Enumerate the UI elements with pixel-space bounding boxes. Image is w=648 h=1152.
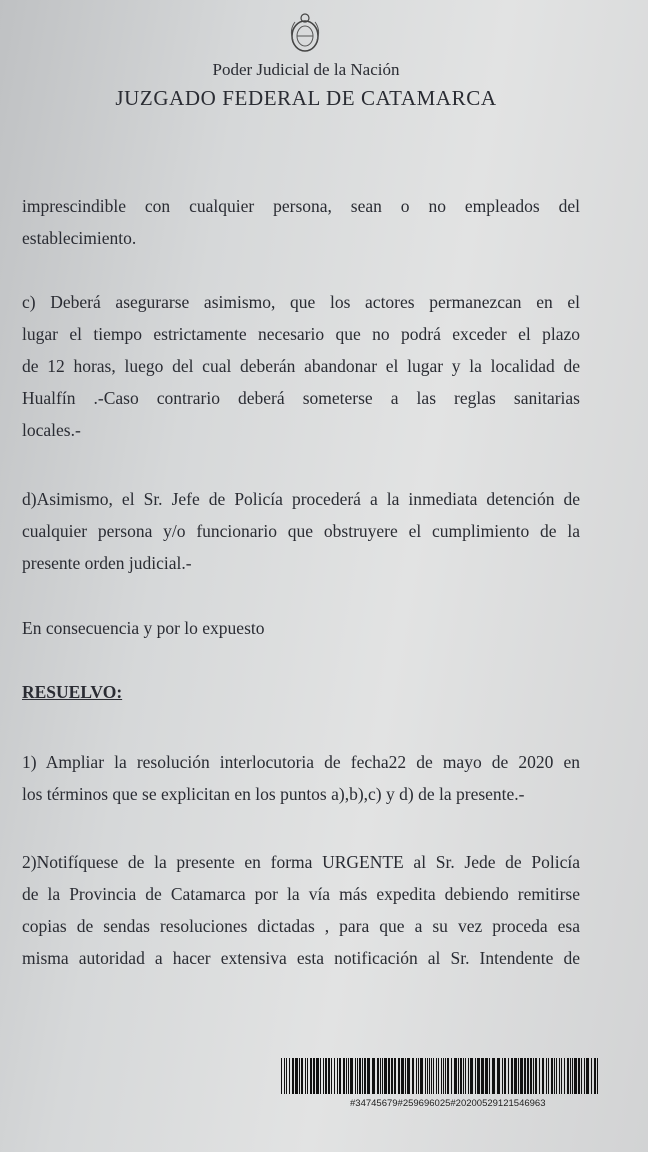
- text-line: copias de sendas resoluciones dictadas , para que a su vez proceda esa: [22, 916, 580, 936]
- barcode-bar: [323, 1058, 324, 1094]
- barcode-bar: [316, 1058, 319, 1094]
- barcode-bar: [454, 1058, 457, 1094]
- text-line: 1) Ampliar la resolución interlocutoria de fecha22 de mayo de 2020 en: [22, 752, 580, 772]
- barcode-bar: [331, 1058, 332, 1094]
- barcode-bar: [481, 1058, 484, 1094]
- barcode-bar: [581, 1058, 582, 1094]
- barcode-bar: [436, 1058, 437, 1094]
- barcode-bar: [429, 1058, 430, 1094]
- barcode-bar: [594, 1058, 596, 1094]
- paragraph-c: [22, 286, 580, 446]
- barcode-bar: [542, 1058, 544, 1094]
- barcode-bar: [412, 1058, 414, 1094]
- text-line: 2)Notifíquese de la presente en forma URGENTE al Sr. Jede de Policía: [22, 852, 580, 872]
- barcode-bar: [597, 1058, 598, 1094]
- barcode-number: #34745679#259696025#20200529121546963: [350, 1098, 546, 1109]
- barcode-bar: [388, 1058, 390, 1094]
- text-line: de 12 horas, luego del cual deberán abandonar el lugar y la localidad de: [22, 356, 580, 376]
- barcode-bar: [447, 1058, 449, 1094]
- barcode-bar: [427, 1058, 428, 1094]
- barcode-bar: [405, 1058, 406, 1094]
- barcode-bar: [348, 1058, 349, 1094]
- barcode-bar: [325, 1058, 327, 1094]
- barcode-bar: [301, 1058, 303, 1094]
- barcode-bar: [416, 1058, 417, 1094]
- text-line: c) Deberá asegurarse asimismo, que los actores permanezcan en el: [22, 292, 580, 312]
- barcode-bar: [384, 1058, 387, 1094]
- barcode-bar: [425, 1058, 426, 1094]
- barcode-bar: [533, 1058, 534, 1094]
- barcode-bar: [584, 1058, 585, 1094]
- barcode-bar: [355, 1058, 356, 1094]
- header-court-name: JUZGADO FEDERAL DE CATAMARCA: [115, 86, 497, 110]
- barcode-bar: [380, 1058, 381, 1094]
- barcode-bar: [289, 1058, 290, 1094]
- barcode-bar: [497, 1058, 500, 1094]
- barcode-bar: [477, 1058, 480, 1094]
- barcode-bar: [286, 1058, 287, 1094]
- barcode-bar: [401, 1058, 404, 1094]
- barcode-bar: [420, 1058, 423, 1094]
- barcode-bar: [561, 1058, 562, 1094]
- barcode-bar: [556, 1058, 557, 1094]
- barcode-bar: [546, 1058, 547, 1094]
- barcode-bar: [591, 1058, 592, 1094]
- barcode-bar: [367, 1058, 370, 1094]
- text-line: cualquier persona y/o funcionario que obstruyere el cumplimiento de la: [22, 521, 580, 541]
- barcode-bar: [445, 1058, 446, 1094]
- barcode-bar: [520, 1058, 523, 1094]
- header-court-branch: Poder Judicial de la Nación: [212, 60, 400, 79]
- barcode-bar: [539, 1058, 540, 1094]
- text-line: En consecuencia y por lo expuesto: [22, 618, 265, 638]
- barcode-bar: [284, 1058, 285, 1094]
- barcode-bar: [470, 1058, 473, 1094]
- barcode-bar: [398, 1058, 400, 1094]
- barcode-bar: [281, 1058, 282, 1094]
- barcode-bar: [504, 1058, 506, 1094]
- barcode-bar: [334, 1058, 335, 1094]
- barcode-bar: [295, 1058, 298, 1094]
- barcode-bar: [362, 1058, 363, 1094]
- barcode-bar: [433, 1058, 434, 1094]
- barcode-bar: [548, 1058, 549, 1094]
- barcode-bar: [489, 1058, 490, 1094]
- barcode-bar: [463, 1058, 464, 1094]
- text-line: presente orden judicial.-: [22, 553, 192, 573]
- barcode-bar: [485, 1058, 488, 1094]
- barcode-bar: [468, 1058, 469, 1094]
- text-line: Hualfín .-Caso contrario deberá someterse a las reglas sanitarias: [22, 388, 580, 408]
- barcode-bar: [458, 1058, 459, 1094]
- barcode-bar: [514, 1058, 517, 1094]
- barcode-bar: [578, 1058, 580, 1094]
- barcode-bar: [574, 1058, 577, 1094]
- barcode-bar: [377, 1058, 379, 1094]
- barcode-bar: [492, 1058, 495, 1094]
- barcode-bar: [567, 1058, 569, 1094]
- text-line: locales.-: [22, 420, 81, 440]
- text-line: imprescindible con cualquier persona, sean o no empleados del: [22, 196, 580, 216]
- paragraph-d: [22, 483, 580, 579]
- paragraph-consecuencia: [22, 612, 580, 644]
- barcode-bar: [320, 1058, 321, 1094]
- text-line: establecimiento.: [22, 228, 137, 248]
- barcode-bar: [305, 1058, 306, 1094]
- barcode-bar: [394, 1058, 396, 1094]
- barcode-bar: [475, 1058, 476, 1094]
- text-line: de la Provincia de Catamarca por la vía más expedita debiendo remitirse: [22, 884, 580, 904]
- barcode-bar: [586, 1058, 589, 1094]
- barcode-bar: [438, 1058, 439, 1094]
- barcode-bar: [530, 1058, 532, 1094]
- barcode-bar: [465, 1058, 466, 1094]
- barcode-bar: [559, 1058, 560, 1094]
- barcode-bar: [443, 1058, 444, 1094]
- barcode-bar: [343, 1058, 345, 1094]
- barcode-bar: [337, 1058, 338, 1094]
- barcode-bar: [313, 1058, 315, 1094]
- barcode-bar: [328, 1058, 330, 1094]
- barcode-bar: [299, 1058, 300, 1094]
- barcode-bar: [551, 1058, 553, 1094]
- barcode-bar: [570, 1058, 571, 1094]
- barcode-bar: [535, 1058, 537, 1094]
- barcode-bar: [554, 1058, 555, 1094]
- barcode-bar: [359, 1058, 361, 1094]
- barcode-bar: [518, 1058, 519, 1094]
- barcode-bar: [431, 1058, 432, 1094]
- barcode-bar: [391, 1058, 393, 1094]
- barcode-bar: [451, 1058, 452, 1094]
- coat-of-arms-icon: [287, 10, 323, 54]
- barcode-bar: [407, 1058, 410, 1094]
- barcode-bar: [372, 1058, 375, 1094]
- barcode-icon: [281, 1058, 601, 1094]
- barcode-bar: [527, 1058, 529, 1094]
- barcode-bar: [346, 1058, 347, 1094]
- barcode-bar: [357, 1058, 358, 1094]
- barcode-bar: [364, 1058, 366, 1094]
- barcode-bar: [508, 1058, 509, 1094]
- barcode-bar: [418, 1058, 419, 1094]
- text-line: misma autoridad a hacer extensiva esta notificación al Sr. Intendente de: [22, 948, 580, 968]
- barcode-bar: [292, 1058, 294, 1094]
- text-line: d)Asimismo, el Sr. Jefe de Policía procederá a la inmediata detención de: [22, 489, 580, 509]
- barcode-bar: [564, 1058, 565, 1094]
- paragraph-point-1: [22, 746, 580, 810]
- paragraph-point-2: [22, 846, 580, 974]
- barcode-bar: [310, 1058, 312, 1094]
- text-line: lugar el tiempo estrictamente necesario que no podrá exceder el plazo: [22, 324, 580, 344]
- paragraph-continued: [22, 190, 580, 254]
- barcode-bar: [307, 1058, 308, 1094]
- barcode-bar: [382, 1058, 383, 1094]
- text-line: los términos que se explicitan en los puntos a),b),c) y d) de la presente.-: [22, 784, 525, 804]
- barcode-bar: [350, 1058, 353, 1094]
- barcode-bar: [524, 1058, 526, 1094]
- barcode-bar: [502, 1058, 503, 1094]
- barcode-bar: [511, 1058, 513, 1094]
- barcode-bar: [441, 1058, 442, 1094]
- barcode-bar: [460, 1058, 462, 1094]
- barcode-bar: [572, 1058, 573, 1094]
- resuelvo-heading: [22, 676, 580, 708]
- barcode-bar: [339, 1058, 341, 1094]
- resuelvo-label: RESUELVO:: [22, 682, 123, 702]
